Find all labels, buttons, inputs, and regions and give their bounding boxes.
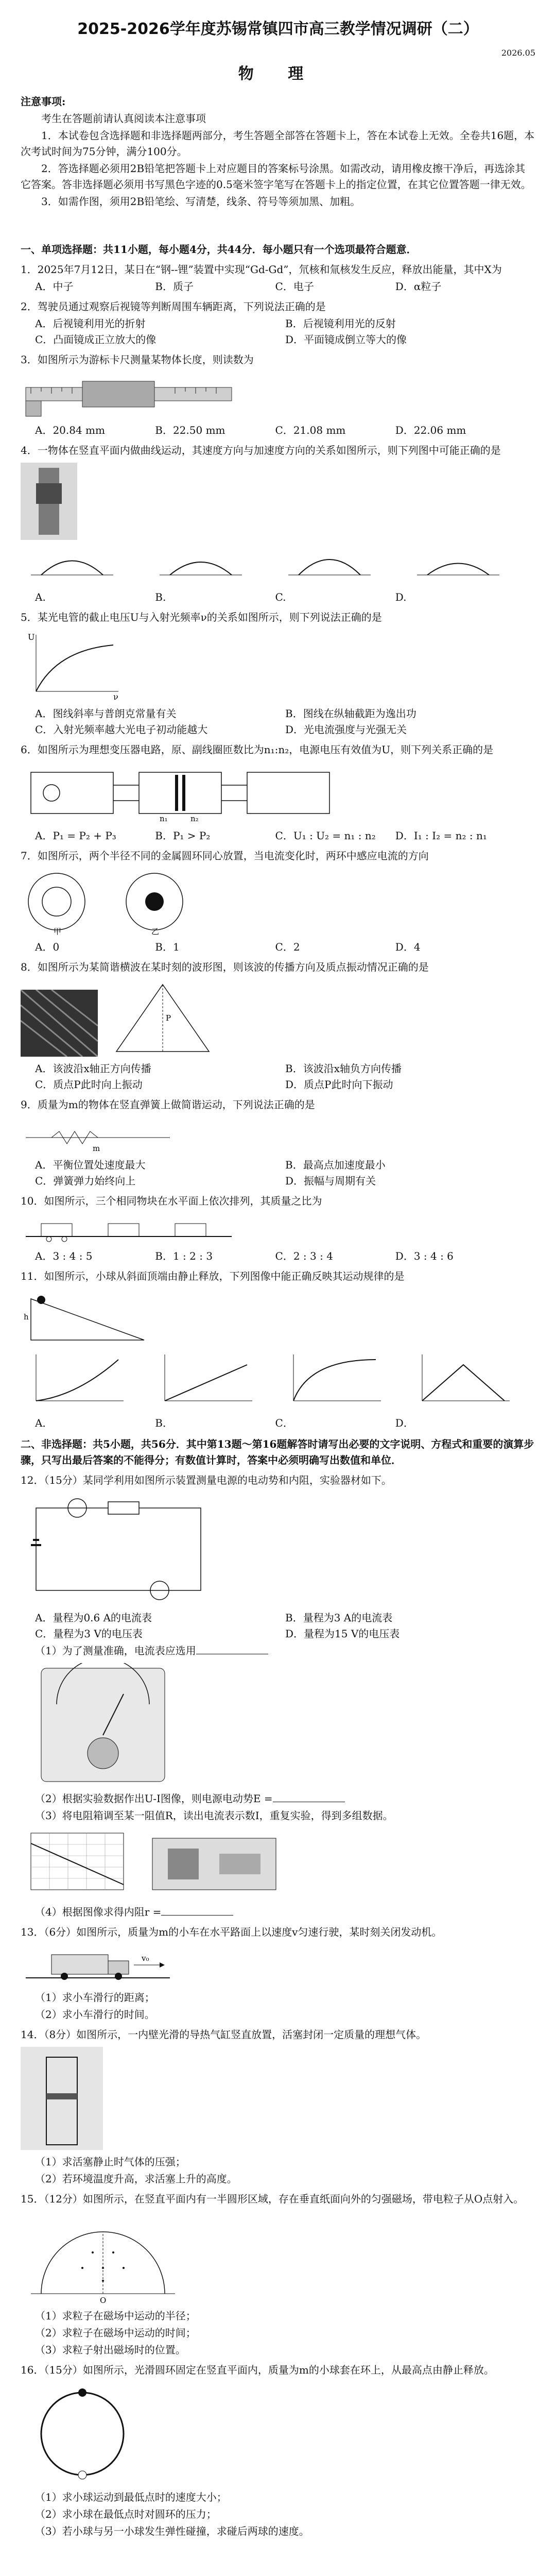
truck-figure <box>21 1944 535 1986</box>
answer-blank[interactable] <box>273 1792 345 1802</box>
cylinder-figure <box>21 2047 535 2150</box>
graph-options <box>21 1349 535 1411</box>
option: C．2 <box>275 940 300 953</box>
sub-question: （1）为了测量准确，电流表应选用 <box>35 1643 535 1659</box>
origin-label: O <box>100 2295 107 2304</box>
answer-blank[interactable] <box>161 1906 233 1916</box>
graph-options-figure <box>21 1349 535 1411</box>
curve-options <box>21 544 535 585</box>
question-stem: 7．如图所示，两个半径不同的金属圆环同心放置，当电流变化时，两环中感应电流的方向 <box>21 849 429 862</box>
notes-item: 3．如需作图，须用2B铅笔绘、写清楚，线条、符号等须加黑、加粗。 <box>41 195 361 208</box>
option: A．该波沿x轴正方向传播 <box>35 1062 151 1075</box>
option: C． <box>275 1416 293 1429</box>
notes-item: 2．答选择题必须用2B铅笔把答题卡上对应题目的答案标号涂黑。如需改动，请用橡皮擦干净后，再选涂其它答案。答非选择题必须用书写黑色字迹的0.5毫米签字笔写在答题卡上的指定位置，在其它位置答题一律无效。 <box>21 162 531 191</box>
question-stem: 14．（8分）如图所示，一内壁光滑的导热气缸竖直放置，活塞封闭一定质量的理想气体。 <box>21 2028 427 2041</box>
slope-figure <box>21 1289 535 1345</box>
ring-diagram <box>21 2382 144 2485</box>
option-list <box>35 1610 535 1642</box>
figure-label-b: 乙 <box>151 926 160 935</box>
option-list <box>35 1061 535 1093</box>
truck-diagram <box>21 1944 175 1986</box>
option: B．22.50 mm <box>155 423 225 436</box>
option-list <box>35 589 535 605</box>
page-title: 2025-2026学年度苏锡常镇四市高三教学情况调研（二） <box>77 20 479 38</box>
question-stem: 11．如图所示，小球从斜面顶端由静止释放，下列图像中能正确反映其运动规律的是 <box>21 1269 405 1282</box>
axis-label-x: ν <box>113 691 118 702</box>
transformer-figure <box>21 762 535 824</box>
option: B．P₁ > P₂ <box>155 829 211 842</box>
option: D． <box>395 1416 414 1429</box>
circuit-figure <box>21 1493 535 1606</box>
option-list <box>35 279 535 295</box>
sub-question: （1）求小球运动到最低点时的速度大小； <box>35 2490 227 2503</box>
question-stem: 12．（15分）某同学利用如图所示装置测量电源的电动势和内阻，实验器材如下。 <box>21 1473 392 1486</box>
option: B．1 <box>155 940 180 953</box>
option: D．光电流强度与光强无关 <box>285 723 407 736</box>
u-nu-graph <box>21 630 124 702</box>
spring-diagram <box>21 1117 175 1153</box>
option: A．P₁ = P₂ + P₃ <box>35 829 116 842</box>
option: D. <box>395 590 407 603</box>
semicircle-field-figure <box>21 2211 535 2304</box>
option: D．量程为15 V的电压表 <box>285 1627 400 1640</box>
notes-intro: 考生在答题前请认真阅读本注意事项 <box>41 112 206 125</box>
option: D．4 <box>395 940 421 953</box>
option: D．质点P此时向下振动 <box>285 1078 393 1091</box>
question-stem: 4．一物体在竖直平面内做曲线运动，其速度方向与加速度方向的关系如图所示，则下列图中可能正确的是 <box>21 444 501 456</box>
grid-graph <box>21 1828 134 1900</box>
option: A．量程为0.6 A的电流表 <box>35 1611 152 1624</box>
multimeter-image <box>21 1663 185 1787</box>
sub-question: （3）将电阻箱调至某一阻值R，读出电流表示数I，重复实验，得到多组数据。 <box>35 1809 393 1822</box>
option: C．电子 <box>275 280 314 293</box>
axis-label-y: U <box>28 632 35 642</box>
option-list <box>35 1415 535 1431</box>
option: A．0 <box>35 940 60 953</box>
option-list <box>35 706 535 738</box>
sub-question: （4）根据图像求得内阻r = <box>35 1904 535 1920</box>
concentric-rings <box>21 868 206 935</box>
semicircle-diagram <box>21 2211 185 2304</box>
option-list <box>35 939 535 955</box>
option: B．图线在纵轴截距为逸出功 <box>285 707 416 720</box>
option-list <box>35 828 535 844</box>
figure-label-a: 甲 <box>54 926 62 935</box>
option: B．1 : 2 : 3 <box>155 1249 213 1262</box>
option: C．U₁ : U₂ = n₁ : n₂ <box>275 829 376 842</box>
caliper-image <box>21 372 237 418</box>
velocity-label: v₀ <box>142 1953 149 1963</box>
option: A．图线斜率与普朗克常量有关 <box>35 707 177 720</box>
notes-item: 1．本试卷包含选择题和非选择题两部分，考生答题全部答在答题卡上，答在本试卷上无效。全卷共16题，本次考试时间为75分钟，满分100分。 <box>21 129 535 158</box>
option: A. <box>35 590 46 603</box>
spring-figure <box>21 1117 535 1153</box>
multimeter-figure <box>21 1663 535 1787</box>
option: C．21.08 mm <box>275 423 346 436</box>
question-stem: 16．（15分）如图所示，光滑圆环固定在竖直平面内，质量为m的小球套在环上，从最高点由静止释放。 <box>21 2363 494 2376</box>
option: D．α粒子 <box>395 280 442 293</box>
option: D．平面镜成倒立等大的像 <box>285 333 407 346</box>
photoelectric-graph <box>21 630 535 702</box>
rings-figure <box>21 868 535 935</box>
option: A． <box>35 1416 53 1429</box>
option: B．质子 <box>155 280 194 293</box>
coil-label-n2: n₂ <box>190 814 199 823</box>
photo-image <box>21 463 77 540</box>
sub-question: （3）若小球与另一小球发生弹性碰撞，求碰后两球的速度。 <box>35 2524 309 2537</box>
sub-question: （1）求小车滑行的距离； <box>35 1991 155 2004</box>
question-stem: 1．2025年7月12日，某日在“钢--锂”装置中实现“Gd-Gd”，氘核和氚核发生反应，释放出能量，其中X为 <box>21 263 502 276</box>
mass-label: m <box>93 1143 100 1153</box>
option: B． <box>155 1416 173 1429</box>
sub-question: （1）求粒子在磁场中运动的半径； <box>35 2309 196 2322</box>
section-heading: 二、非选择题：共5小题，共56分．其中第13题～第16题解答时请写出必要的文字说明、方程式和重要的演算步骤，只写出最后答案的不能得分；有数值计算时，答案中必须明确写出数值和单位． <box>21 1437 534 1466</box>
circuit-diagram <box>21 1493 216 1606</box>
vernier-caliper-figure <box>21 372 535 418</box>
option: B．量程为3 A的电流表 <box>285 1611 393 1624</box>
option: A．20.84 mm <box>35 423 105 436</box>
option: A．后视镜利用光的折射 <box>35 317 146 330</box>
sub-question: （3）求粒子射出磁场时的位置。 <box>35 2343 186 2356</box>
option: A．中子 <box>35 280 74 293</box>
triangle-diagram <box>111 979 214 1057</box>
option: A．3 : 4 : 5 <box>35 1249 93 1262</box>
notes-block <box>21 94 535 236</box>
subject-title: 物 理 <box>238 65 318 83</box>
exam-date: 2026.05 <box>501 47 535 58</box>
question-stem: 9．质量为m的物体在竖直弹簧上做简谐运动，下列说法正确的是 <box>21 1098 315 1111</box>
option-list <box>35 316 535 348</box>
option: B．最高点加速度最小 <box>285 1158 386 1171</box>
option: B．后视镜利用光的反射 <box>285 317 396 330</box>
option: D．振幅与周期有关 <box>285 1174 376 1187</box>
height-label: h <box>24 1312 29 1321</box>
sub-question: （2）若环境温度升高，求活塞上升的高度。 <box>35 2172 237 2185</box>
option: C. <box>275 590 286 603</box>
apparatus-image <box>147 1828 281 1900</box>
option: A．平衡位置处速度最大 <box>35 1158 146 1171</box>
option: B. <box>155 590 166 603</box>
transformer-circuit <box>21 762 340 824</box>
wave-figure <box>21 979 535 1057</box>
sub-question: （2）求小车滑行的时间。 <box>35 2008 155 2021</box>
option: C．弹簧弹力始终向上 <box>35 1174 136 1187</box>
question-stem: 10．如图所示，三个相同物块在水平面上依次排列，其质量之比为 <box>21 1194 322 1207</box>
option: D．3 : 4 : 6 <box>395 1249 454 1262</box>
option: C．凸面镜成正立放大的像 <box>35 333 157 346</box>
question-stem: 3．如图所示为游标卡尺测量某物体长度，则读数为 <box>21 353 254 366</box>
answer-blank[interactable] <box>196 1645 268 1654</box>
question-stem: 5．某光电管的截止电压U与入射光频率ν的关系如图所示，则下列说法正确的是 <box>21 611 382 623</box>
option: C．质点P此时向上振动 <box>35 1078 143 1091</box>
sub-question: （1）求活塞静止时气体的压强； <box>35 2155 186 2168</box>
point-label-p: P <box>166 1013 171 1023</box>
option: C．2 : 3 : 4 <box>275 1249 333 1262</box>
sub-question: （2）根据实验数据作出U-I图像，则电源电动势E = <box>35 1791 535 1807</box>
sub-question: （2）求小球在最低点时对圆环的压力； <box>35 2507 217 2520</box>
sub-question: （2）求粒子在磁场中运动的时间； <box>35 2326 196 2339</box>
question-stem: 6．如图所示为理想变压器电路，原、副线圈匝数比为n₁:n₂，电源电压有效值为U，则下列关系正确的是 <box>21 743 494 756</box>
curve-options-figure <box>21 544 535 585</box>
graph-pair-figure <box>21 1828 535 1900</box>
option: D．22.06 mm <box>395 423 466 436</box>
blocks-figure <box>21 1213 535 1244</box>
option-list <box>35 1248 535 1264</box>
question-stem: 13．（6分）如图所示，质量为m的小车在水平路面上以速度v匀速行驶，某时刻关闭发动机。 <box>21 1925 442 1938</box>
coil-label-n1: n₁ <box>160 814 168 823</box>
option-list <box>35 422 535 438</box>
option: C．量程为3 V的电压表 <box>35 1627 143 1640</box>
section-heading: 一、单项选择题：共11小题，每小题4分，共44分．每小题只有一个选项最符合题意． <box>21 243 417 256</box>
question-stem: 8．如图所示为某简谐横波在某时刻的波形图，则该波的传播方向及质点振动情况正确的是 <box>21 960 429 973</box>
option: B．该波沿x轴负方向传播 <box>285 1062 402 1075</box>
grating-photo <box>21 990 98 1057</box>
cylinder-photo <box>21 2047 103 2150</box>
option-list <box>35 1157 535 1189</box>
slope-diagram <box>21 1289 154 1345</box>
option: C．入射光频率越大光电子初动能越大 <box>35 723 208 736</box>
blocks-diagram <box>21 1213 237 1244</box>
option: D．I₁ : I₂ = n₂ : n₁ <box>395 829 487 842</box>
photo-figure <box>21 463 535 540</box>
ring-figure <box>21 2382 535 2485</box>
question-stem: 15．（12分）如图所示，在竖直平面内有一半圆形区域，存在垂直纸面向外的匀强磁场，带电粒子从O点射入。 <box>21 2192 524 2205</box>
question-stem: 2．驾驶员通过观察后视镜等判断周围车辆距离，下列说法正确的是 <box>21 300 326 313</box>
notes-title: 注意事项: <box>21 95 66 108</box>
